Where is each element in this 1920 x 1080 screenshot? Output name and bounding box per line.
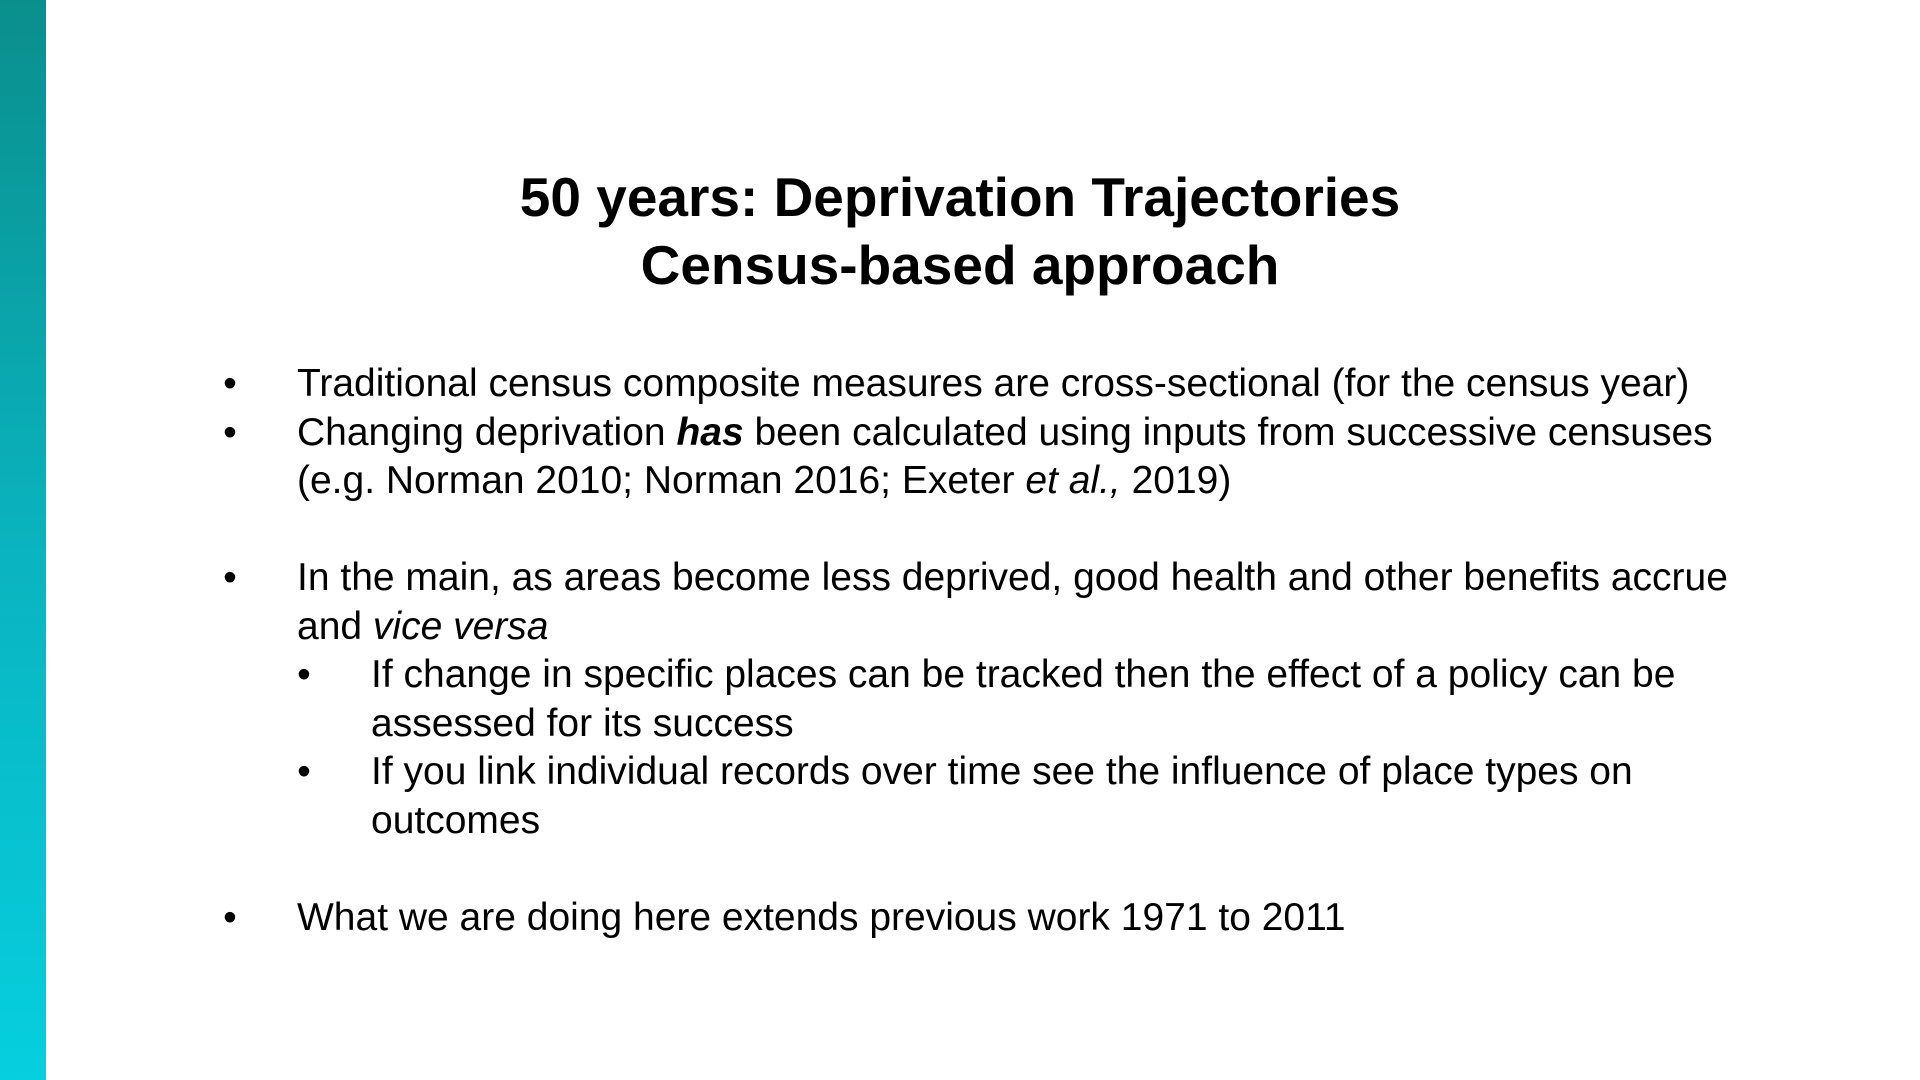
bullet-text-pre: In the main, as areas become less deprived, good health and other benefits accrue and: [297, 556, 1728, 648]
sub-bullet-item-1: [220, 651, 1780, 748]
bullet-item-4: [220, 894, 1780, 943]
bullet-dot: •: [223, 410, 237, 454]
bullet-text-italic: et al.,: [1025, 459, 1121, 502]
bullet-dot: •: [297, 750, 311, 793]
bullet-text-post: 2019): [1120, 459, 1232, 502]
bullet-dot: •: [223, 556, 237, 599]
bullet-text-mid: been calculated using inputs from successive censuses (e.g. Norman 2010; Norman 2016; Exeter: [297, 410, 1713, 502]
bullet-text-pre: Changing deprivation: [297, 410, 677, 454]
bullet-text: What we are doing here extends previous work 1971 to 2011: [297, 895, 1346, 939]
bullet-dot: •: [223, 362, 237, 405]
bullet-item-2: [220, 409, 1780, 506]
title-line-2: Census-based approach: [640, 234, 1280, 296]
spacer: [220, 506, 1780, 555]
bullet-text-italic: vice versa: [372, 604, 549, 648]
title-line-1: 50 years: Deprivation Trajectories: [519, 166, 1401, 228]
slide-title: [0, 163, 1920, 299]
bullet-text: Traditional census composite measures are cross-sectional (for the census year): [297, 362, 1690, 405]
bullet-item-3: [220, 554, 1780, 651]
accent-side-bar: [0, 0, 46, 1080]
sub-bullet-item-2: [220, 748, 1780, 845]
bullet-item-1: [220, 360, 1780, 409]
spacer: [220, 845, 1780, 894]
bullet-dot: •: [297, 653, 311, 696]
sub-bullet-text: If change in specific places can be tracked then the effect of a policy can be assessed for its success: [371, 653, 1676, 745]
bullet-list: [220, 360, 1780, 942]
bullet-dot: •: [223, 895, 237, 939]
sub-bullet-text: If you link individual records over time see the influence of place types on outcomes: [371, 750, 1633, 842]
bullet-text-emphasis: has: [676, 410, 744, 454]
